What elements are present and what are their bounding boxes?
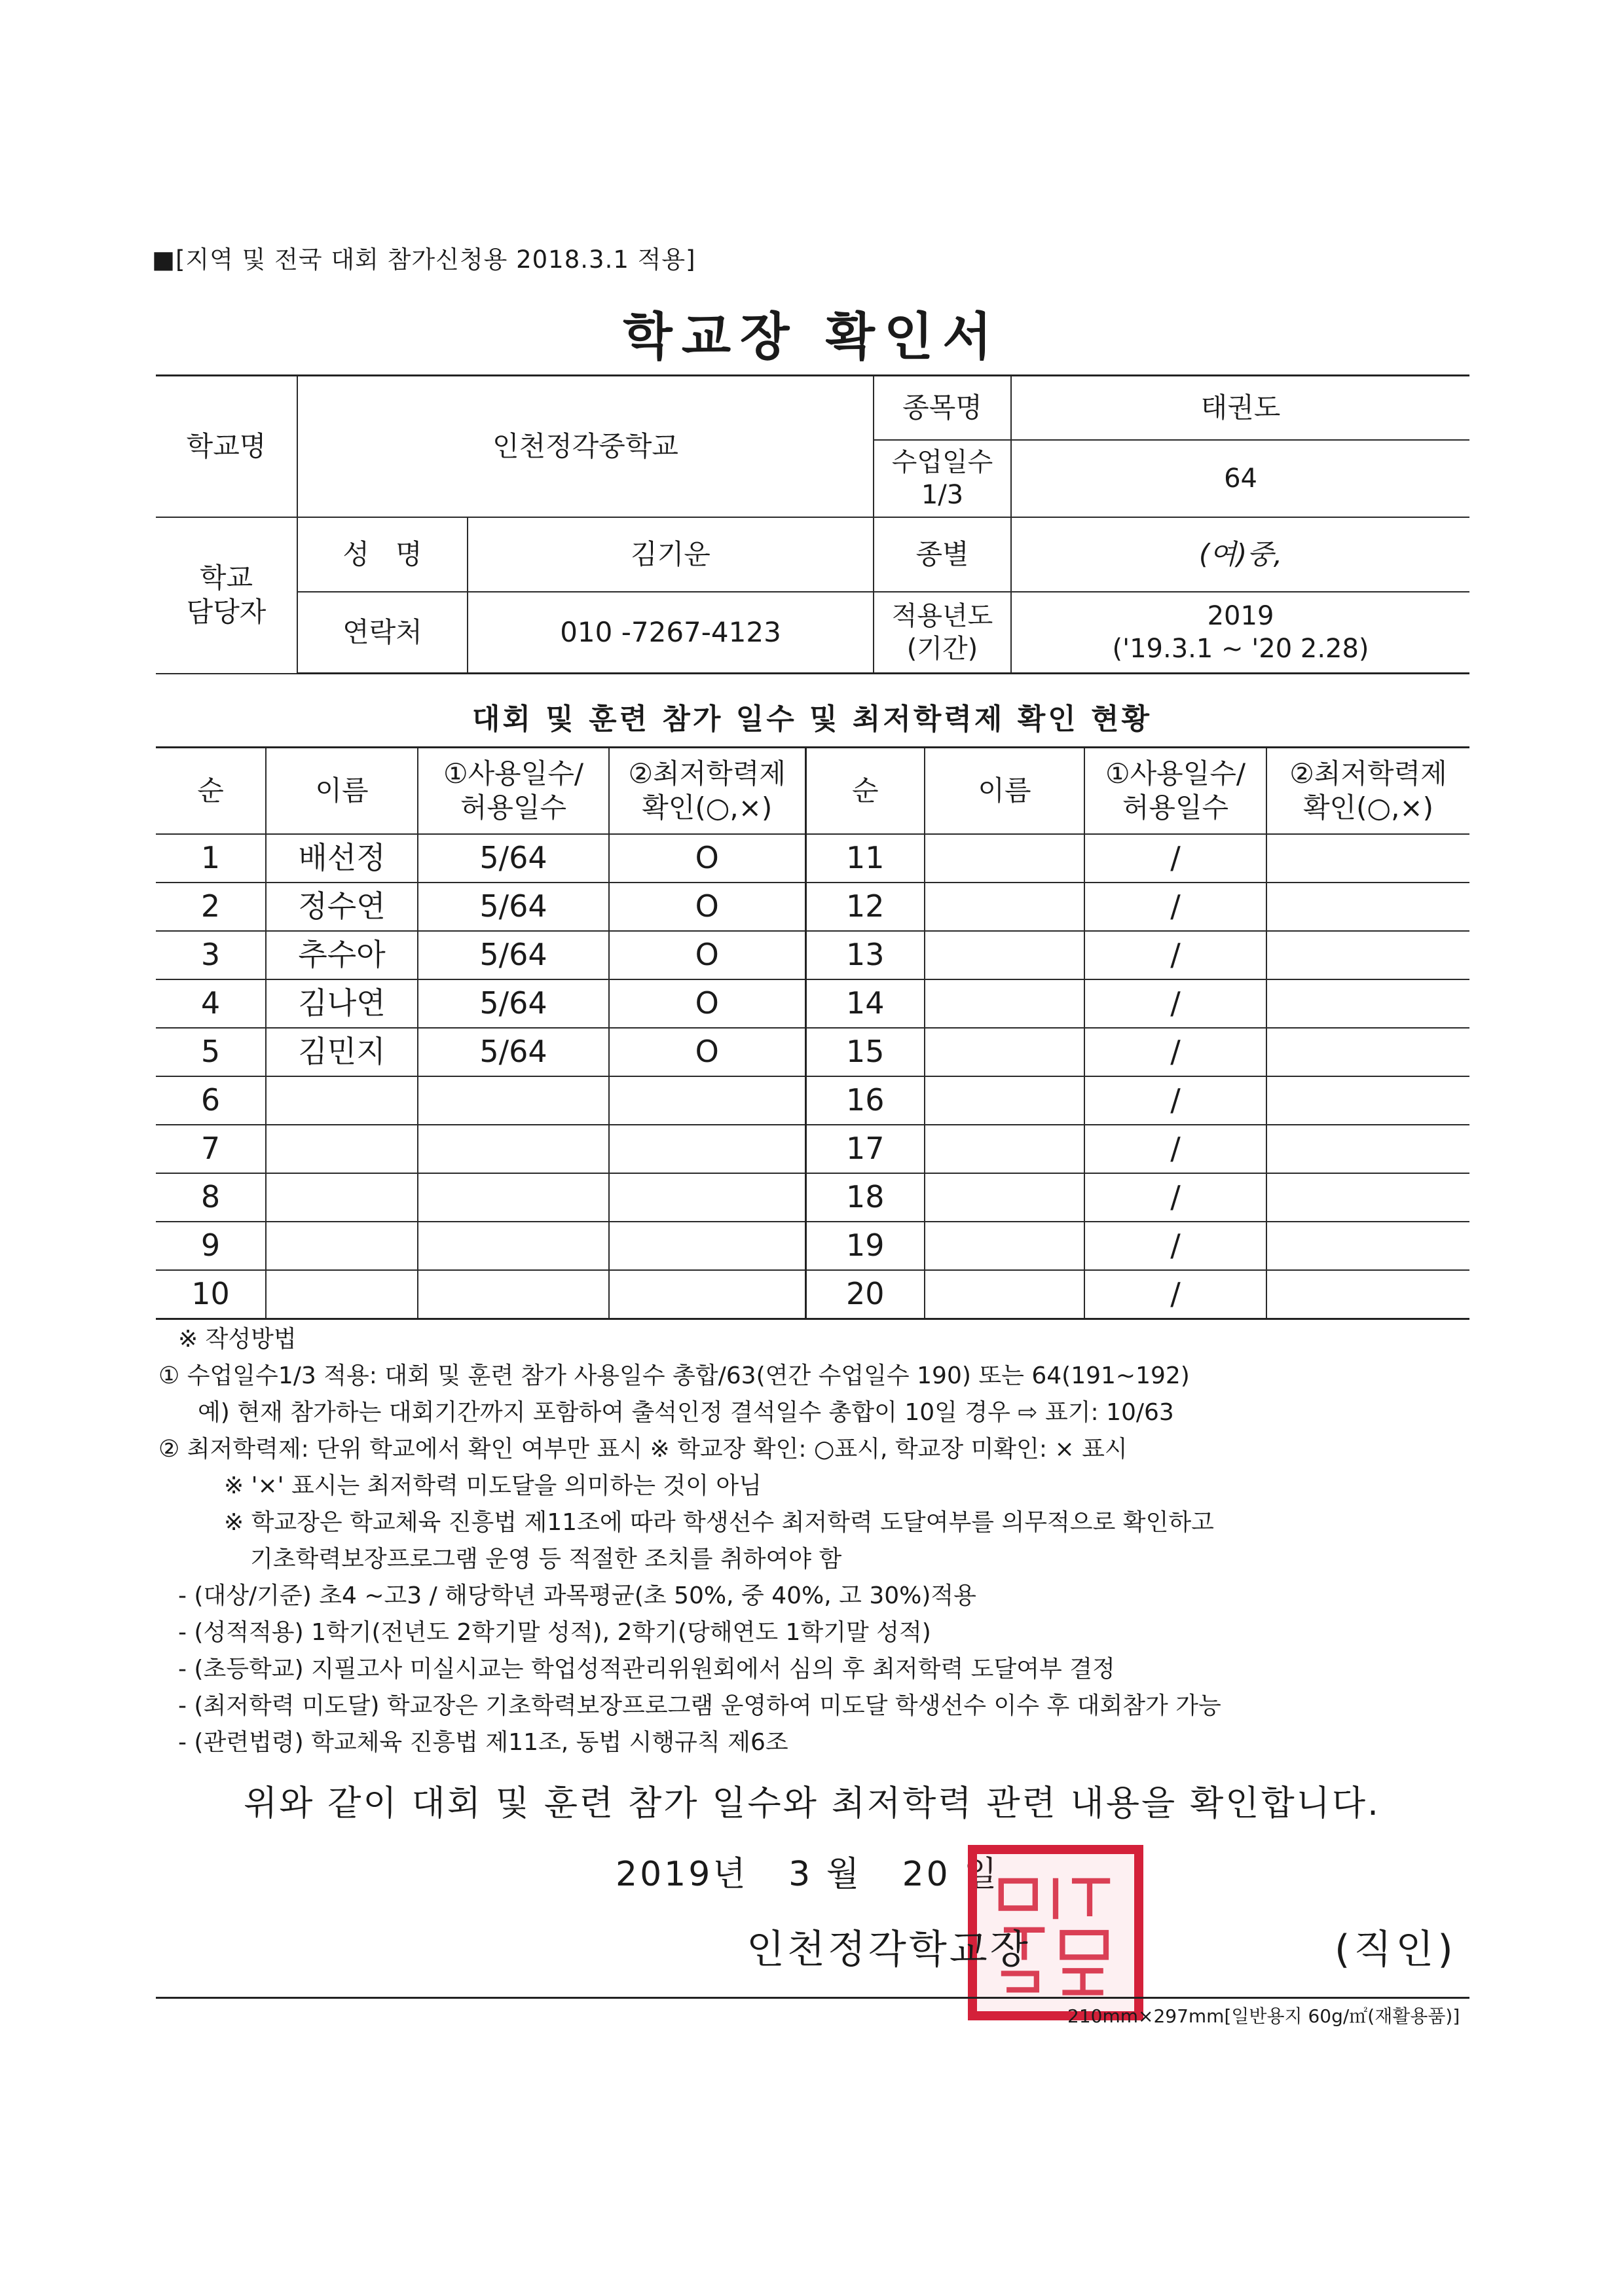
row-days-2: / xyxy=(1084,834,1266,883)
note-line: - (관련법령) 학교체육 진흥법 제11조, 동법 시행규칙 제6조 xyxy=(178,1729,788,1756)
header-confirm-line2: 확인(○,×) xyxy=(642,792,773,824)
manager-label-line2: 담당자 xyxy=(186,596,267,629)
school-name-label: 학교명 xyxy=(156,376,297,518)
row-confirm-2 xyxy=(1266,931,1469,979)
row-days: 5/64 xyxy=(418,883,609,931)
table-row xyxy=(156,834,1469,883)
row-name-2 xyxy=(925,1028,1084,1076)
row-name: 배선정 xyxy=(266,834,418,883)
row-name xyxy=(266,1270,418,1319)
header-days xyxy=(418,748,609,835)
principal-signature-line: 인천정각학교장 xyxy=(747,1927,1031,1973)
row-no-2: 13 xyxy=(805,931,925,979)
row-name-2 xyxy=(925,931,1084,979)
row-confirm-2 xyxy=(1266,1173,1469,1222)
row-name-2 xyxy=(925,1125,1084,1173)
header-confirm-line1: ②최저학력제 xyxy=(628,757,786,790)
row-no: 7 xyxy=(156,1125,266,1173)
note-line: - (성적적용) 1학기(전년도 2학기말 성적), 2학기(당해연도 1학기말 성적) xyxy=(178,1619,931,1646)
row-confirm xyxy=(609,1222,805,1270)
row-confirm xyxy=(609,1076,805,1125)
note-line: - (초등학교) 지필고사 미실시교는 학업성적관리위원회에서 심의 후 최저학력 도달여부 결정 xyxy=(178,1656,1115,1683)
row-confirm-2 xyxy=(1266,834,1469,883)
header-days-2 xyxy=(1084,748,1266,835)
row-name-2 xyxy=(925,1270,1084,1319)
row-name: 김나연 xyxy=(266,979,418,1028)
row-no-2: 17 xyxy=(805,1125,925,1173)
row-days xyxy=(418,1222,609,1270)
manager-name-value: 김기운 xyxy=(468,517,874,592)
row-no: 2 xyxy=(156,883,266,931)
row-name xyxy=(266,1076,418,1125)
row-no-2: 16 xyxy=(805,1076,925,1125)
category-value: (여)중, xyxy=(1011,517,1469,592)
row-name-2 xyxy=(925,883,1084,931)
table-row xyxy=(156,1270,1469,1319)
row-confirm-2 xyxy=(1266,883,1469,931)
writing-instructions xyxy=(158,1321,1481,1761)
row-days-2: / xyxy=(1084,979,1266,1028)
row-no-2: 19 xyxy=(805,1222,925,1270)
confirmation-statement: 위와 같이 대회 및 훈련 참가 일수와 최저학력 관련 내용을 확인합니다. xyxy=(244,1783,1380,1823)
row-name xyxy=(266,1173,418,1222)
table-row xyxy=(156,1125,1469,1173)
row-name: 정수연 xyxy=(266,883,418,931)
row-name: 추수아 xyxy=(266,931,418,979)
row-no: 1 xyxy=(156,834,266,883)
row-confirm-2 xyxy=(1266,979,1469,1028)
issue-date: 2019년 3 월 20 일 xyxy=(616,1855,1000,1894)
table-row xyxy=(156,979,1469,1028)
row-confirm-2 xyxy=(1266,1270,1469,1319)
row-name: 김민지 xyxy=(266,1028,418,1076)
form-notice: ■[지역 및 전국 대회 참가신청용 2018.3.1 적용] xyxy=(152,246,696,274)
sport-label: 종목명 xyxy=(874,376,1011,441)
period-label-line1: 적용년도 xyxy=(891,601,993,631)
row-no: 9 xyxy=(156,1222,266,1270)
row-no: 3 xyxy=(156,931,266,979)
category-label: 종별 xyxy=(874,517,1011,592)
row-days-2: / xyxy=(1084,1222,1266,1270)
row-confirm: O xyxy=(609,979,805,1028)
row-confirm xyxy=(609,1270,805,1319)
footer-divider xyxy=(156,1997,1469,1999)
row-no-2: 20 xyxy=(805,1270,925,1319)
row-confirm-2 xyxy=(1266,1222,1469,1270)
row-no-2: 12 xyxy=(805,883,925,931)
row-days-2: / xyxy=(1084,1125,1266,1173)
row-days: 5/64 xyxy=(418,979,609,1028)
note-line: - (대상/기준) 초4 ~고3 / 해당학년 과목평균(초 50%, 중 40%, 고 30%)적용 xyxy=(178,1582,976,1609)
header-days-line2: 허용일수 xyxy=(460,792,567,824)
row-days xyxy=(418,1173,609,1222)
row-name-2 xyxy=(925,979,1084,1028)
table-row xyxy=(156,931,1469,979)
participation-roster-table xyxy=(156,746,1469,1320)
row-confirm: O xyxy=(609,834,805,883)
row-no-2: 15 xyxy=(805,1028,925,1076)
note-heading: ※ 작성방법 xyxy=(178,1326,297,1353)
school-info-table xyxy=(156,374,1469,674)
note-line: ※ '×' 표시는 최저학력 미도달을 의미하는 것이 아님 xyxy=(224,1472,762,1499)
period-range: ('19.3.1 ~ '20 2.28) xyxy=(1112,634,1369,664)
header-confirm-2-line1: ②최저학력제 xyxy=(1289,757,1447,790)
row-days-2: / xyxy=(1084,1270,1266,1319)
header-days-2-line1: ①사용일수/ xyxy=(1105,757,1246,790)
row-days-2: / xyxy=(1084,1173,1266,1222)
row-name-2 xyxy=(925,1076,1084,1125)
header-name-2: 이름 xyxy=(925,748,1084,835)
manager-label xyxy=(156,517,297,674)
school-days-value: 64 xyxy=(1011,440,1469,517)
roster-subtitle: 대회 및 훈련 참가 일수 및 최저학력제 확인 현황 xyxy=(471,702,1153,736)
sport-value: 태권도 xyxy=(1011,376,1469,441)
contact-value: 010 -7267-4123 xyxy=(468,592,874,674)
school-name-value: 인천정각중학교 xyxy=(297,376,874,518)
manager-label-line1: 학교 xyxy=(199,561,253,594)
document-title: 학교장 확인서 xyxy=(623,308,1001,367)
row-confirm-2 xyxy=(1266,1028,1469,1076)
row-days-2: / xyxy=(1084,931,1266,979)
row-name xyxy=(266,1125,418,1173)
row-no: 4 xyxy=(156,979,266,1028)
row-days-2: / xyxy=(1084,1076,1266,1125)
row-days: 5/64 xyxy=(418,931,609,979)
table-row xyxy=(156,1222,1469,1270)
row-no-2: 14 xyxy=(805,979,925,1028)
row-name-2 xyxy=(925,1222,1084,1270)
period-year: 2019 xyxy=(1207,601,1274,631)
row-confirm xyxy=(609,1173,805,1222)
row-confirm-2 xyxy=(1266,1076,1469,1125)
row-no: 8 xyxy=(156,1173,266,1222)
row-days-2: / xyxy=(1084,1028,1266,1076)
header-confirm-2-line2: 확인(○,×) xyxy=(1302,792,1434,824)
row-no: 5 xyxy=(156,1028,266,1076)
contact-label: 연락처 xyxy=(297,592,468,674)
note-line: ② 최저학력제: 단위 학교에서 확인 여부만 표시 ※ 학교장 확인: ○표시, 학교장 미확인: × 표시 xyxy=(158,1436,1128,1463)
header-no: 순 xyxy=(156,748,266,835)
row-no-2: 11 xyxy=(805,834,925,883)
school-days-label xyxy=(874,440,1011,517)
header-days-2-line2: 허용일수 xyxy=(1122,792,1229,824)
period-value xyxy=(1011,592,1469,674)
school-days-label-line1: 수업일수 xyxy=(891,447,993,477)
paper-spec: 210mm×297mm[일반용지 60g/㎡(재활용품)] xyxy=(1067,2005,1460,2027)
note-line: ① 수업일수1/3 적용: 대회 및 훈련 참가 사용일수 총합/63(연간 수업일수 190) 또는 64(191~192) xyxy=(158,1362,1190,1389)
row-confirm: O xyxy=(609,931,805,979)
table-row xyxy=(156,1076,1469,1125)
row-confirm: O xyxy=(609,1028,805,1076)
row-confirm xyxy=(609,1125,805,1173)
row-days xyxy=(418,1076,609,1125)
row-name xyxy=(266,1222,418,1270)
table-row xyxy=(156,1028,1469,1076)
row-days: 5/64 xyxy=(418,1028,609,1076)
row-name-2 xyxy=(925,834,1084,883)
row-no-2: 18 xyxy=(805,1173,925,1222)
row-confirm-2 xyxy=(1266,1125,1469,1173)
row-days xyxy=(418,1270,609,1319)
row-no: 6 xyxy=(156,1076,266,1125)
row-no: 10 xyxy=(156,1270,266,1319)
header-no-2: 순 xyxy=(805,748,925,835)
seal-label: (직인) xyxy=(1335,1927,1457,1973)
header-days-line1: ①사용일수/ xyxy=(443,757,584,790)
row-days xyxy=(418,1125,609,1173)
row-days-2: / xyxy=(1084,883,1266,931)
header-confirm-2 xyxy=(1266,748,1469,835)
header-name: 이름 xyxy=(266,748,418,835)
header-confirm xyxy=(609,748,805,835)
period-label xyxy=(874,592,1011,674)
period-label-line2: (기간) xyxy=(906,634,978,664)
row-name-2 xyxy=(925,1173,1084,1222)
manager-name-label: 성 명 xyxy=(297,517,468,592)
note-line: 기초학력보장프로그램 운영 등 적절한 조치를 취하여야 함 xyxy=(250,1546,842,1573)
row-days: 5/64 xyxy=(418,834,609,883)
school-days-label-line2: 1/3 xyxy=(921,480,964,510)
table-row xyxy=(156,883,1469,931)
note-line: ※ 학교장은 학교체육 진흥법 제11조에 따라 학생선수 최저학력 도달여부를 의무적으로 확인하고 xyxy=(224,1509,1214,1536)
row-confirm: O xyxy=(609,883,805,931)
note-line: - (최저학력 미도달) 학교장은 기초학력보장프로그램 운영하여 미도달 학생선수 이수 후 대회참가 가능 xyxy=(178,1692,1221,1719)
note-line: 예) 현재 참가하는 대회기간까지 포함하여 출석인정 결석일수 총합이 10일 경우 ⇨ 표기: 10/63 xyxy=(198,1399,1174,1426)
table-row xyxy=(156,1173,1469,1222)
